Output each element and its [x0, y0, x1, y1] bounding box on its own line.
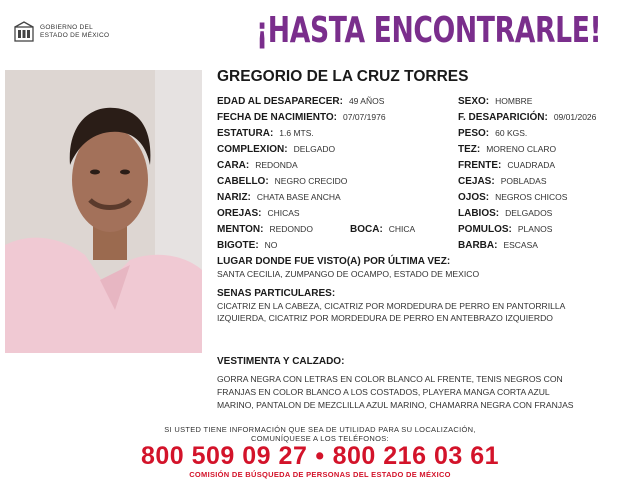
- field-bigote: [217, 240, 277, 251]
- field-label: CABELLO:: [217, 176, 269, 187]
- clothing-line-3: MARINO, PANTALON DE MEZCLILLA AZUL MARINO, CHAMARRA NEGRA CON FRANJAS: [217, 400, 574, 410]
- field-f-desaparicion: [458, 112, 596, 123]
- field-value: 60 KGS.: [495, 128, 528, 138]
- field-value: DELGADOS: [505, 208, 553, 218]
- last-seen-title: LUGAR DONDE FUE VISTO(A) POR ÚLTIMA VEZ:: [217, 256, 451, 267]
- commission-footer: COMISIÓN DE BÚSQUEDA DE PERSONAS DEL ESTADO DE MÉXICO: [189, 470, 451, 479]
- contact-notice-1: SI USTED TIENE INFORMACIÓN QUE SEA DE UTILIDAD PARA SU LOCALIZACIÓN,: [164, 425, 476, 434]
- field-label: FECHA DE NACIMIENTO:: [217, 112, 337, 123]
- field-tez: [458, 144, 556, 155]
- field-label: NARIZ:: [217, 192, 251, 203]
- field-label: EDAD AL DESAPARECER:: [217, 96, 343, 107]
- field-value: CHATA BASE ANCHA: [256, 192, 341, 202]
- field-value: REDONDA: [255, 160, 298, 170]
- field-value: CHICA: [388, 224, 416, 234]
- field-value: DELGADO: [293, 144, 336, 154]
- clothing-line-2: FRANJAS EN COLOR BLANCO A LOS COSTADOS, PLAYERA MANGA CORTA AZUL: [217, 387, 550, 397]
- field-value: HOMBRE: [495, 96, 533, 106]
- last-seen-text: SANTA CECILIA, ZUMPANGO DE OCAMPO, ESTADO DE MEXICO: [217, 269, 480, 279]
- field-label: PESO:: [458, 128, 490, 139]
- clothing-line-1: GORRA NEGRA CON LETRAS EN COLOR BLANCO AL FRENTE, TENIS NEGROS CON: [217, 374, 563, 384]
- field-menton: [217, 224, 313, 235]
- field-value: MORENO CLARO: [486, 144, 557, 154]
- phone-separator: •: [315, 442, 325, 470]
- person-name: GREGORIO DE LA CRUZ TORRES: [217, 68, 469, 85]
- field-value: PLANOS: [517, 224, 553, 234]
- phone-numbers: [0, 442, 640, 471]
- person-photo: [5, 70, 202, 353]
- logo-line-2: ESTADO DE MÉXICO: [40, 32, 110, 39]
- person-photo-illustration: [5, 70, 202, 353]
- phone-number-1[interactable]: 800 509 09 27: [140, 442, 308, 470]
- field-label: ESTATURA:: [217, 128, 274, 139]
- field-label: BIGOTE:: [217, 240, 259, 251]
- field-label: CARA:: [217, 160, 250, 171]
- field-label: BARBA:: [458, 240, 498, 251]
- field-peso: [458, 128, 527, 139]
- field-value: NO: [264, 240, 278, 250]
- field-value: 1.6 MTS.: [279, 128, 314, 138]
- field-label: F. DESAPARICIÓN:: [458, 112, 548, 123]
- logo-text: [40, 24, 109, 40]
- marks-title: SENAS PARTICULARES:: [217, 288, 336, 299]
- field-barba: [458, 240, 538, 251]
- field-label: COMPLEXION:: [217, 144, 288, 155]
- field-label: LABIOS:: [458, 208, 500, 219]
- field-label: SEXO:: [458, 96, 490, 107]
- field-pomulos: [458, 224, 552, 235]
- marks-line-1: CICATRIZ EN LA CABEZA, CICATRIZ POR MORDEDURA DE PERRO EN PANTORRILLA: [217, 301, 566, 311]
- field-estatura: [217, 128, 314, 139]
- field-value: ESCASA: [503, 240, 538, 250]
- field-label: OJOS:: [458, 192, 490, 203]
- field-value: CHICAS: [267, 208, 300, 218]
- field-value: 49 AÑOS: [348, 96, 385, 106]
- field-boca: [350, 224, 415, 235]
- field-value: 07/07/1976: [343, 112, 386, 122]
- field-edad: [217, 96, 384, 107]
- field-cara: [217, 160, 298, 171]
- field-fecha-nacimiento: [217, 112, 386, 123]
- government-logo: [12, 18, 132, 48]
- field-label: CEJAS:: [458, 176, 495, 187]
- phone-number-2[interactable]: 800 216 03 61: [332, 442, 500, 470]
- headline: ¡HASTA ENCONTRARLE!: [256, 10, 602, 51]
- field-label: POMULOS:: [458, 224, 512, 235]
- field-frente: [458, 160, 555, 171]
- field-label: FRENTE:: [458, 160, 502, 171]
- field-value: POBLADAS: [500, 176, 547, 186]
- field-orejas: [217, 208, 300, 219]
- field-label: MENTON:: [217, 224, 264, 235]
- field-value: NEGRO CRECIDO: [274, 176, 348, 186]
- clothing-title: VESTIMENTA Y CALZADO:: [217, 356, 345, 367]
- field-complexion: [217, 144, 335, 155]
- field-label: BOCA:: [350, 224, 383, 235]
- field-value: REDONDO: [269, 224, 313, 234]
- field-value: 09/01/2026: [553, 112, 597, 122]
- logo-line-1: GOBIERNO DEL: [40, 24, 94, 31]
- coat-of-arms-icon: [12, 21, 36, 45]
- field-nariz: [217, 192, 341, 203]
- field-labios: [458, 208, 552, 219]
- field-ojos: [458, 192, 567, 203]
- field-label: OREJAS:: [217, 208, 262, 219]
- contact-notice-2: COMUNÍQUESE A LOS TELÉFONOS:: [251, 434, 389, 443]
- marks-line-2: IZQUIERDA, CICATRIZ POR MORDEDURA DE PERRO EN ANTEBRAZO IZQUIERDO: [217, 313, 553, 323]
- field-cejas: [458, 176, 547, 187]
- field-value: CUADRADA: [507, 160, 556, 170]
- field-value: NEGROS CHICOS: [495, 192, 568, 202]
- field-label: TEZ:: [458, 144, 481, 155]
- field-cabello: [217, 176, 347, 187]
- field-sexo: [458, 96, 532, 107]
